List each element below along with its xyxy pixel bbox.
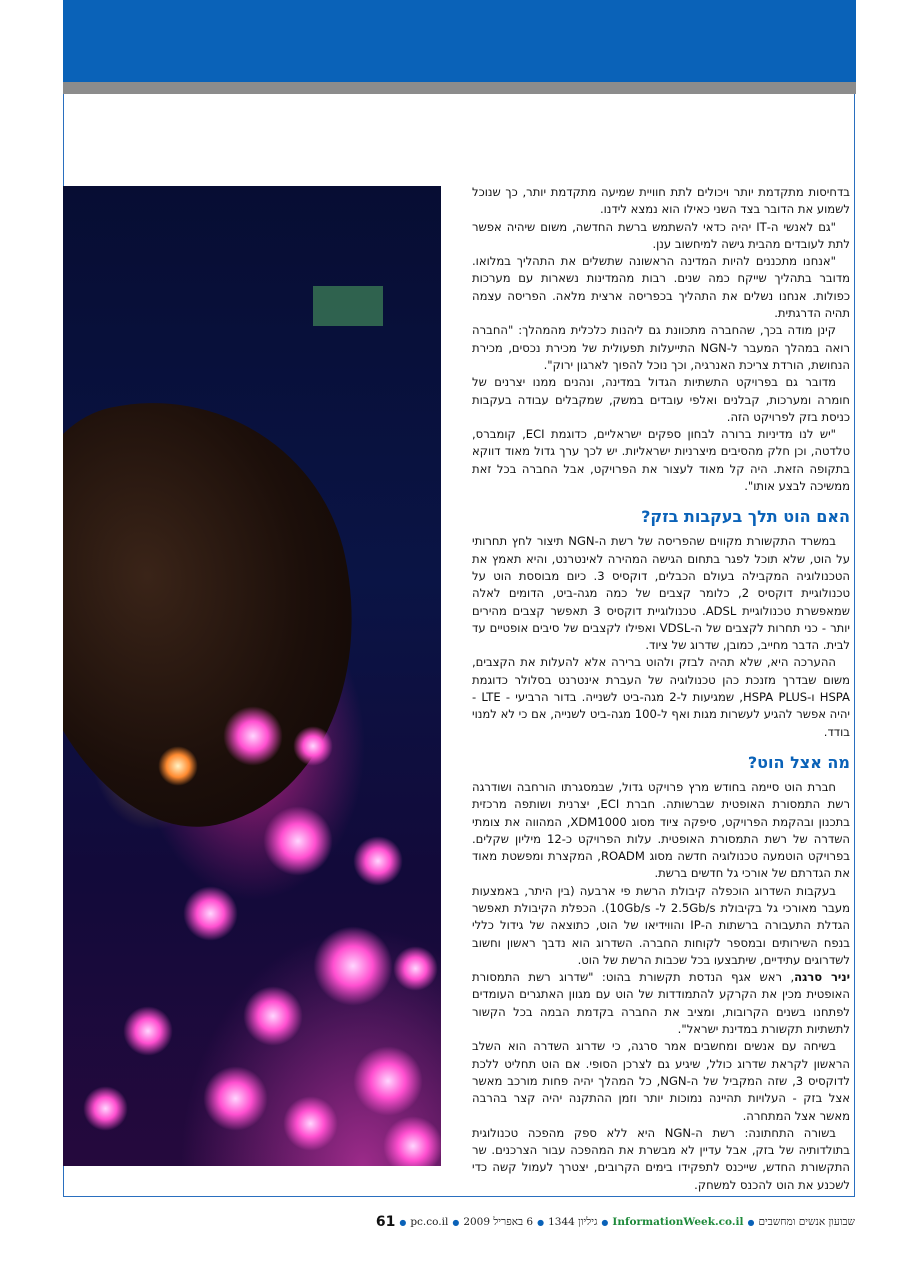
article-paragraph: "גם לאנשי ה-IT יהיה כדאי להשתמש ברשת החדשה, משום שיהיה אפשר לתת לעובדים מהבית גישה למיחשוב ענן. — [472, 219, 850, 251]
quote-speaker: יניר סרגה — [794, 970, 851, 985]
bullet-icon: ● — [747, 1217, 755, 1227]
article-paragraph: בשיחה עם אנשים ומחשבים אמר סרגה, כי שדרוג השדרה הוא השלב הראשון לקראת שדרוג כולל, שיגיע גם לצרכן הסופי. אם הוט תחליט ללכת לדוקסיס 3, שזה המקביל של ה-NGN, כל המהלך יהיה פחות מורכב מאשר אצל בזק - העלויות תהיינה נמוכות יותר וזמן ההתקנה יהיה קצר בהרבה מאשר אצל המתחרה. — [472, 1039, 850, 1123]
article-paragraph: ההערכה היא, שלא תהיה לבזק ולהוט ברירה אלא להעלות את הקצבים, משום שבדרך מזנכת כהן טכנולוגיה של העברת אינטרנט בסלולר כדוגמת HSPA ו-HSPA PLUS, שמגיעות ל-2 מגה-ביט לשנייה. בדור הרביעי - LTE - יהיה אפשר להגיע לעשרות מגות ואף ל-100 מגה-ביט לשנייה, אם כי לא למנוי בודד. — [472, 655, 851, 739]
fiber-optics-photo — [63, 186, 441, 1166]
article-paragraph: במשרד התקשורת מקווים שהפריסה של רשת ה-NGN תיצור לחץ תחרותי על הוט, שלא תוכל לפגר בתחום הגישה המהירה לאינטרנט, והיא תאמץ את הטכנולוגיה המקבילה בעולם הכבלים, דוקסיס 3. כיום מבוססת הוט על טכנולוגיית דוקסיס 2, כלומר קצבים של כמה מגה-ביט, הדומים לאלה שמאפשרת טכנולוגיית ADSL. טכנולוגיית דוקסיס 3 תאפשר קצבים מהירים יותר - כני תחרות לקצבים של ה-VDSL ואפילו לקצבים של סיבים אופטיים עד לבית. הדבר מחייב, כמובן, שדרוג של ציוד. — [472, 534, 851, 653]
article-paragraph: "יש לנו מדיניות ברורה לבחון ספקים ישראליים, כדוגמת ECI, קומברס, טלדטה, וכן חלק מהסיבים מיצרניות ישראליות. יש לכך ערך גדול מאוד דווקא בתקופה הזאת. היה קל מאוד לעצור את הפרויקט, אבל החברה בכל זאת ממשיכה לבצע אותו". — [472, 427, 850, 494]
article-paragraph: בדחיסות מתקדמת יותר ויכולים לתת חוויית שמיעה מתקדמת יותר, כך שנוכל לשמוע את הדובר בצד השני כאילו הוא נמצא לידנו. — [472, 185, 850, 217]
article-paragraph: בשורה התחתונה: רשת ה-NGN היא ללא ספק מהפכה טכנולוגית בתולדותיה של בזק, אבל עדיין לא מבשרת את המהפכה עבור הצרכנים. שר התקשורת החדש, שייכנס לתפקידו בימים הקרובים, יצטרך לעמול קשה כדי לשכנע את הוט להכנס למשחק. — [472, 1125, 850, 1192]
footer-publication: שבועון אנשים ומחשבים — [758, 1216, 855, 1228]
bullet-icon: ● — [601, 1217, 609, 1227]
footer-brand-link[interactable]: InformationWeek.co.il — [612, 1216, 744, 1228]
bullet-icon: ● — [399, 1217, 407, 1227]
header-gray-rule — [63, 82, 856, 94]
section-heading: מה אצל הוט? — [747, 752, 850, 772]
article-paragraph: "אנחנו מתכננים להיות המדינה הראשונה שתשלים את התהליך במלואו. מדובר בתהליך שייקח כמה שנים. רבות מהמדינות נשארות עם מערכות כפולות. אנחנו נשלים את התהליך בכפריסה ארצית מלאה. הפריסה עצמה תהיה הדרגתית. — [472, 254, 850, 321]
footer-site-link[interactable]: pc.co.il — [410, 1216, 449, 1228]
article-paragraph: בעקבות השדרוג הוכפלה קיבולת הרשת פי ארבעה (בין היתר, באמצעות מעבר מאורכי גל בקיבולת 2.5Gb/s ל- 10Gb/s). הכפלת הקיבולת תאפשר הגדלת התעבורה ברשתות ה-IP והווידיאו של הוט, כתוצאה של גידול כללי בנפח השירותים ובמספר לקוחות החברה. השדרוג הוא נדבך ראשון וחשוב לשדרוגים עתידיים, שיתבצעו בכל שכבות הרשת של הוט. — [472, 883, 851, 967]
quote-text: , ראש אגף הנדסת תקשורת בהוט: "שדרוג רשת התמסורת האופטית מכין את הקרקע להתמודדות של הוט עם מגוון האתגרים העומדים לפתחנו בשנים הקרובות, ומציב את החברה בקדמת הבמה בכל הקשור לתשתיות תקשורת במדינת ישראל". — [472, 970, 850, 1037]
article-paragraph: קינן מודה בכך, שהחברה מתכוונת גם ליהנות כלכלית מהמהלך: "החברה רואה במהלך המעבר ל-NGN התייעלות תפעולית של מכירת נכסים, מכירת הנחושת, הורדת צריכת האנרגיה, וכך נוכל להפוך לארגון ירוק". — [472, 323, 850, 372]
quote-paragraph — [472, 969, 850, 1038]
header-color-band — [63, 0, 856, 82]
footer-date: 6 באפריל 2009 — [463, 1216, 534, 1228]
article-column — [472, 184, 850, 1194]
hand-silhouette — [63, 366, 394, 855]
page-number: 61 — [375, 1214, 396, 1230]
bullet-icon: ● — [452, 1217, 460, 1227]
footer-issue: גיליון 1344 — [548, 1216, 598, 1228]
bullet-icon: ● — [537, 1217, 545, 1227]
page-footer — [63, 1211, 855, 1233]
article-paragraph: חברת הוט סיימה בחודש מרץ פרויקט גדול, שבמסגרתו הורחבה ושודרגה רשת התמסורת האופטית שברשותה. חברת ECI, יצרנית ושותפה מרכזית בתכנון ובהקמת הפרויקט, סיפקה ציוד מסוג XDM1000, המהווה את צומתי השדרה של רשת התמסורת האופטית. עלות הפרויקט כ-12 מיליון שקלים. בפרויקט הוטמעה טכנולוגיה חדשה מסוג ROADM, המקצרת ומפשטת מאוד את הגדרתם של אורכי גל חדשים ברשת. — [472, 779, 851, 881]
section-heading: האם הוט תלך בעקבות בזק? — [641, 507, 850, 527]
article-paragraph: מדובר גם בפרויקט התשתיות הגדול במדינה, ונהנים ממנו יצרנים של חומרה ומערכות, קבלנים ואלפי עובדים במשק, שמקבלים עבודה בעקבות כניסת בזק לפרויקט הזה. — [472, 375, 850, 424]
